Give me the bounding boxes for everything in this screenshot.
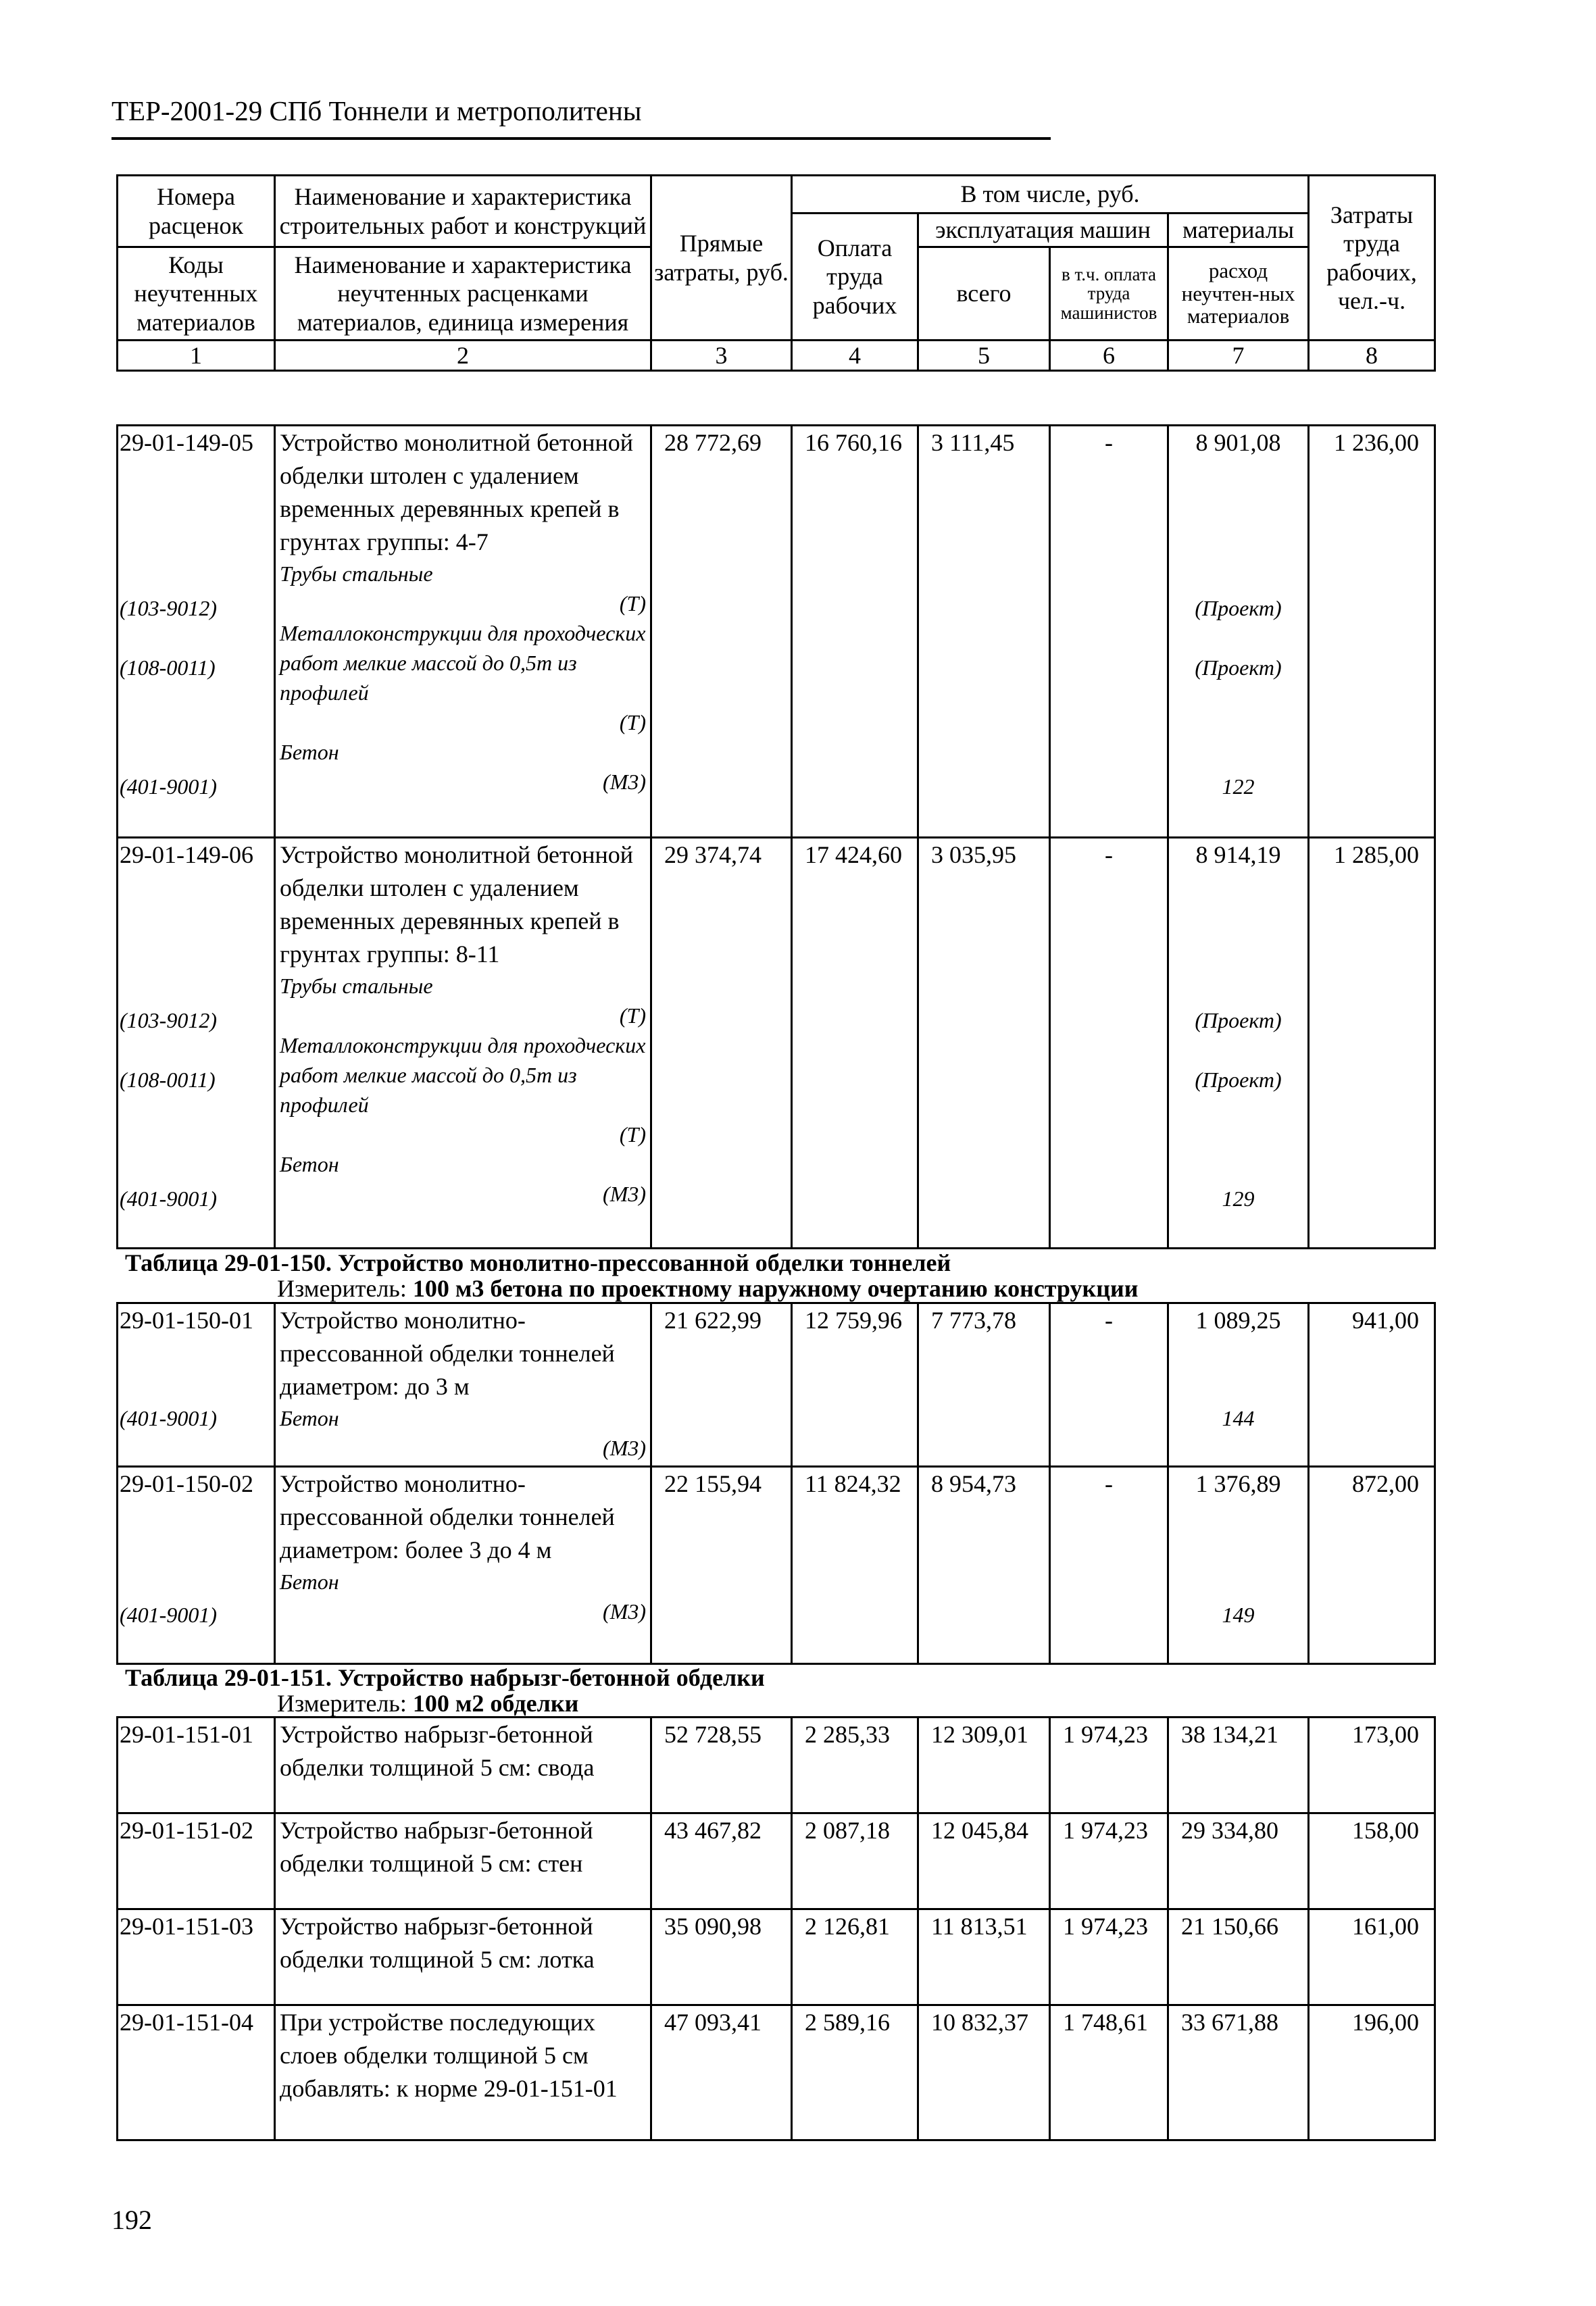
col-number: 3 bbox=[651, 341, 792, 371]
header-machines-all: всего bbox=[918, 247, 1050, 341]
material-name: Бетон bbox=[280, 1152, 339, 1176]
rate-name: Устройство набрызг-бетонной обделки толщиной 5 см: свода bbox=[275, 1718, 651, 1813]
material-code: (401-9001) bbox=[120, 1186, 217, 1211]
machine-cost: 12 045,84 bbox=[918, 1813, 1050, 1909]
material-unit: (М3) bbox=[603, 1436, 646, 1460]
labor-pay: 12 759,96 bbox=[792, 1303, 918, 1467]
table-150-measure bbox=[277, 1274, 1138, 1303]
header-number-row bbox=[118, 341, 1435, 371]
header-col1a: Номера расценок bbox=[118, 176, 275, 247]
machinist-pay: - bbox=[1050, 1303, 1168, 1467]
labor-pay: 2 285,33 bbox=[792, 1718, 918, 1813]
table-150-title: Таблица 29-01-150. Устройство монолитно-прессованной обделки тоннелей bbox=[125, 1249, 951, 1276]
machine-cost: 3 111,45 bbox=[918, 426, 1050, 838]
machinist-pay: 1 974,23 bbox=[1050, 1718, 1168, 1813]
labor-hours: 872,00 bbox=[1309, 1467, 1435, 1664]
machinist-pay: 1 974,23 bbox=[1050, 1909, 1168, 2005]
table-150 bbox=[116, 1302, 1436, 1665]
table-149-rows bbox=[116, 424, 1436, 1249]
machine-cost: 7 773,78 bbox=[918, 1303, 1050, 1467]
direct-cost: 43 467,82 bbox=[651, 1813, 792, 1909]
header-pay: Оплата труда рабочих bbox=[792, 214, 918, 341]
header-col1b: Коды неучтенных материалов bbox=[118, 247, 275, 341]
labor-pay: 2 087,18 bbox=[792, 1813, 918, 1909]
header-labor: Затраты труда рабочих, чел.-ч. bbox=[1309, 176, 1435, 341]
material-name: Металлоконструкции для проходческих работ мелкие массой до 0,5т из профилей bbox=[280, 621, 646, 705]
material-name: Трубы стальные bbox=[280, 974, 433, 998]
table-151 bbox=[116, 1716, 1436, 2141]
material-unit: (Т) bbox=[619, 591, 646, 616]
machinist-pay: - bbox=[1050, 1467, 1168, 1664]
material-qty: (Проект) bbox=[1195, 596, 1282, 620]
materials-cost: 1 376,89 bbox=[1195, 1470, 1281, 1497]
labor-pay: 17 424,60 bbox=[792, 838, 918, 1249]
table-row bbox=[118, 1718, 1435, 1813]
labor-hours: 173,00 bbox=[1309, 1718, 1435, 1813]
document-title: ТЕР-2001-29 СПб Тоннели и метрополитены bbox=[111, 95, 642, 126]
measure-value: 100 м2 обделки bbox=[412, 1690, 579, 1717]
material-code: (401-9001) bbox=[120, 1603, 217, 1627]
rate-name: Устройство монолитной бетонной обделки штолен с удалением временных деревянных крепей в грунтах группы: 8-11 bbox=[280, 841, 633, 968]
header-materials: материалы bbox=[1168, 214, 1309, 247]
rate-code: 29-01-151-04 bbox=[118, 2005, 275, 2140]
materials-cost: 1 089,25 bbox=[1195, 1307, 1281, 1334]
material-qty: (Проект) bbox=[1195, 655, 1282, 680]
material-code: (108-0011) bbox=[120, 655, 216, 680]
measure-label: Измеритель: bbox=[277, 1275, 407, 1302]
labor-hours: 1 236,00 bbox=[1309, 426, 1435, 838]
rate-name: Устройство набрызг-бетонной обделки толщиной 5 см: стен bbox=[275, 1813, 651, 1909]
rate-code: 29-01-151-02 bbox=[118, 1813, 275, 1909]
material-qty: (Проект) bbox=[1195, 1068, 1282, 1092]
machine-cost: 10 832,37 bbox=[918, 2005, 1050, 2140]
material-qty: 129 bbox=[1222, 1186, 1255, 1211]
title-rule bbox=[111, 137, 1051, 140]
labor-pay: 2 589,16 bbox=[792, 2005, 918, 2140]
measure-value: 100 м3 бетона по проектному наружному очертанию конструкции bbox=[412, 1275, 1139, 1302]
page-number: 192 bbox=[111, 2205, 152, 2235]
table-151-title: Таблица 29-01-151. Устройство набрызг-бетонной обделки bbox=[125, 1664, 765, 1691]
header-machines: эксплуатация машин bbox=[918, 214, 1168, 247]
materials-cost: 29 334,80 bbox=[1168, 1813, 1309, 1909]
labor-hours: 196,00 bbox=[1309, 2005, 1435, 2140]
direct-cost: 35 090,98 bbox=[651, 1909, 792, 2005]
direct-cost: 22 155,94 bbox=[651, 1467, 792, 1664]
machine-cost: 3 035,95 bbox=[918, 838, 1050, 1249]
header-table bbox=[116, 174, 1436, 372]
machinist-pay: 1 974,23 bbox=[1050, 1813, 1168, 1909]
labor-hours: 941,00 bbox=[1309, 1303, 1435, 1467]
material-code: (103-9012) bbox=[120, 596, 217, 620]
table-row bbox=[118, 1813, 1435, 1909]
table-151-measure bbox=[277, 1689, 578, 1718]
rate-name: Устройство монолитной бетонной обделки штолен с удалением временных деревянных крепей в грунтах группы: 4-7 bbox=[280, 429, 633, 555]
material-qty: (Проект) bbox=[1195, 1008, 1282, 1032]
materials-cost: 8 901,08 bbox=[1195, 429, 1281, 456]
materials-cost: 8 914,19 bbox=[1195, 841, 1281, 868]
direct-cost: 28 772,69 bbox=[651, 426, 792, 838]
table-row bbox=[118, 1909, 1435, 2005]
direct-cost: 21 622,99 bbox=[651, 1303, 792, 1467]
machinist-pay: 1 748,61 bbox=[1050, 2005, 1168, 2140]
col-number: 1 bbox=[118, 341, 275, 371]
material-name: Бетон bbox=[280, 740, 339, 764]
material-qty: 144 bbox=[1222, 1406, 1255, 1430]
col-number: 6 bbox=[1050, 341, 1168, 371]
machine-cost: 8 954,73 bbox=[918, 1467, 1050, 1664]
machinist-pay: - bbox=[1050, 838, 1168, 1249]
rate-code: 29-01-151-01 bbox=[118, 1718, 275, 1813]
labor-hours: 158,00 bbox=[1309, 1813, 1435, 1909]
rate-name: Устройство монолитно-прессованной обделки тоннелей диаметром: до 3 м bbox=[280, 1307, 615, 1400]
material-unit: (М3) bbox=[603, 1182, 646, 1206]
rate-code: 29-01-149-05 bbox=[120, 429, 253, 456]
materials-cost: 38 134,21 bbox=[1168, 1718, 1309, 1813]
col-number: 4 bbox=[792, 341, 918, 371]
col-number: 8 bbox=[1309, 341, 1435, 371]
header-including: В том числе, руб. bbox=[792, 176, 1309, 214]
table-row bbox=[118, 1467, 1435, 1664]
materials-cost: 21 150,66 bbox=[1168, 1909, 1309, 2005]
measure-label: Измеритель: bbox=[277, 1690, 407, 1717]
material-name: Металлоконструкции для проходческих работ мелкие массой до 0,5т из профилей bbox=[280, 1033, 646, 1117]
header-col2b: Наименование и характеристика неучтенных расценками материалов, единица измерения bbox=[275, 247, 651, 341]
material-name: Бетон bbox=[280, 1406, 339, 1430]
table-row bbox=[118, 2005, 1435, 2140]
rate-code: 29-01-150-01 bbox=[120, 1307, 253, 1334]
material-code: (401-9001) bbox=[120, 1406, 217, 1430]
material-name: Бетон bbox=[280, 1570, 339, 1594]
rate-name: При устройстве последующих слоев обделки толщиной 5 см добавлять: к норме 29-01-151-01 bbox=[275, 2005, 651, 2140]
labor-hours: 1 285,00 bbox=[1309, 838, 1435, 1249]
rate-name: Устройство набрызг-бетонной обделки толщиной 5 см: лотка bbox=[275, 1909, 651, 2005]
material-code: (103-9012) bbox=[120, 1008, 217, 1032]
col-number: 2 bbox=[275, 341, 651, 371]
rate-name: Устройство монолитно-прессованной обделки тоннелей диаметром: более 3 до 4 м bbox=[280, 1470, 615, 1563]
labor-pay: 11 824,32 bbox=[792, 1467, 918, 1664]
labor-hours: 161,00 bbox=[1309, 1909, 1435, 2005]
material-name: Трубы стальные bbox=[280, 561, 433, 586]
direct-cost: 47 093,41 bbox=[651, 2005, 792, 2140]
header-materials-sub: расход неучтен-ных материалов bbox=[1168, 247, 1309, 341]
material-code: (401-9001) bbox=[120, 774, 217, 799]
material-unit: (Т) bbox=[619, 710, 646, 734]
material-unit: (М3) bbox=[603, 770, 646, 794]
col-number: 5 bbox=[918, 341, 1050, 371]
machine-cost: 12 309,01 bbox=[918, 1718, 1050, 1813]
table-row bbox=[118, 426, 1435, 838]
rate-code: 29-01-151-03 bbox=[118, 1909, 275, 2005]
header-machines-incl: в т.ч. оплата труда машинистов bbox=[1050, 247, 1168, 341]
col-number: 7 bbox=[1168, 341, 1309, 371]
rate-code: 29-01-150-02 bbox=[120, 1470, 253, 1497]
material-unit: (М3) bbox=[603, 1599, 646, 1624]
material-unit: (Т) bbox=[619, 1003, 646, 1028]
table-row bbox=[118, 1303, 1435, 1467]
machinist-pay: - bbox=[1050, 426, 1168, 838]
labor-pay: 16 760,16 bbox=[792, 426, 918, 838]
direct-cost: 29 374,74 bbox=[651, 838, 792, 1249]
material-qty: 149 bbox=[1222, 1603, 1255, 1627]
labor-pay: 2 126,81 bbox=[792, 1909, 918, 2005]
rate-code: 29-01-149-06 bbox=[120, 841, 253, 868]
material-code: (108-0011) bbox=[120, 1068, 216, 1092]
header-direct: Прямые затраты, руб. bbox=[651, 176, 792, 341]
material-unit: (Т) bbox=[619, 1122, 646, 1147]
material-qty: 122 bbox=[1222, 774, 1255, 799]
direct-cost: 52 728,55 bbox=[651, 1718, 792, 1813]
materials-cost: 33 671,88 bbox=[1168, 2005, 1309, 2140]
machine-cost: 11 813,51 bbox=[918, 1909, 1050, 2005]
table-row bbox=[118, 838, 1435, 1249]
header-col2a: Наименование и характеристика строительных работ и конструкций bbox=[275, 176, 651, 247]
